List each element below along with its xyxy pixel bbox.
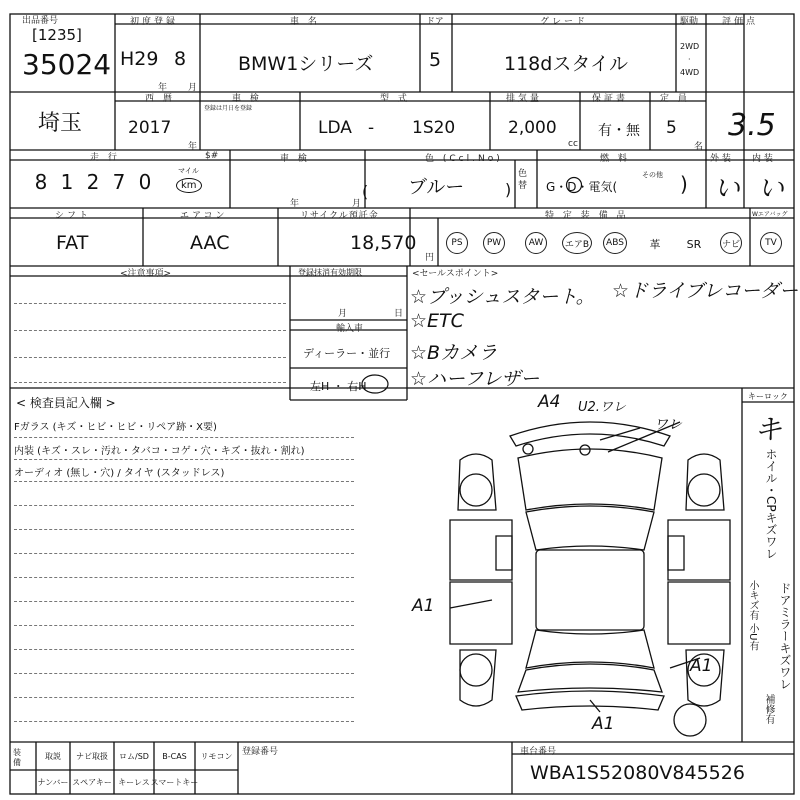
mileage-unit-km: km xyxy=(176,178,202,193)
mileage-digit: 7 xyxy=(112,170,126,194)
year-label: 西 暦 xyxy=(145,94,175,104)
model-code: 1S20 xyxy=(412,118,456,138)
bottom-cell: ナンバー xyxy=(37,777,69,787)
year-value: 2017 xyxy=(128,118,172,138)
first-reg-year: H29 xyxy=(120,48,159,70)
equip-ps: PS xyxy=(446,232,468,254)
steering-value: 左H ・ 右H xyxy=(310,380,367,393)
capacity-value: 5 xyxy=(666,118,677,138)
color-value: ブルー xyxy=(408,176,465,198)
damage-note: A1 xyxy=(412,596,435,616)
model-dash: - xyxy=(368,118,375,138)
car-name-label: 車 名 xyxy=(290,17,320,27)
car-diagram xyxy=(440,400,740,740)
sales-point: ☆Bカメラ xyxy=(410,342,498,364)
bottom-cell: スペアキー xyxy=(72,777,112,787)
key-label: キーロック xyxy=(748,392,788,401)
year-suffix: 年 xyxy=(158,83,168,93)
doors-value: 5 xyxy=(429,49,442,71)
color-change-label: 色替 xyxy=(518,169,528,191)
fuel-selected-circle xyxy=(565,176,583,194)
car-name: BMW1シリーズ xyxy=(238,53,374,75)
sales-point: ☆ドライブレコーダー xyxy=(612,280,799,302)
bottom-cell: スマートキー xyxy=(150,777,199,787)
damage-note: U2.ワレ xyxy=(578,400,626,415)
inspection-sub: 登録は月日を登録 xyxy=(204,105,253,112)
inspection-label: 車 検 xyxy=(232,94,262,104)
displacement-value: 2,000 xyxy=(508,118,557,138)
recycle-label: リサイクル預託金 xyxy=(300,211,379,221)
equip-pw: PW xyxy=(483,232,505,254)
doors-label: ドア xyxy=(426,17,444,27)
damage-note: A1 xyxy=(690,656,713,676)
damage-note: A4 xyxy=(538,392,561,412)
mileage-digit: 8 xyxy=(34,170,48,194)
month-suffix: 月 xyxy=(188,83,198,93)
bottom-cell: ロム/SD xyxy=(119,751,149,761)
seat-label: Wエアバッグ xyxy=(752,211,788,218)
import-label: 輸入車 xyxy=(336,324,364,334)
lot-number: 35024 xyxy=(22,48,112,81)
deadline-day: 日 xyxy=(394,309,404,319)
bottom-cell: 取説 xyxy=(45,751,61,761)
key-side-text-3: ドアミラーキズワレ xyxy=(778,582,792,690)
mileage-digit: 1 xyxy=(60,170,74,194)
equip-tv: TV xyxy=(760,232,782,254)
score-handwritten: 3.5 xyxy=(728,108,776,143)
inspection-sheet: 出品番号 [1235] 35024 初度登録 H29 8 年 月 車 名 BMW1シリーズ ドア 5 グレード 118dスタイル 駆動 2WD · 4WD 評価点 埼玉 西 暦 2017 年 車 検 登録は月日を登録 型 式 LDA - 1S20 排気量 2,000 cc 保証書 有・無 定 員 5 名 3.5 走 行 8 1 2 7 0 マイル km $# 車 検 年 月 ( 色 (Ccl.No) ブルー ) 色替 燃 料 G・D・電気( その他 ) 外 装 内 装 い い シフト FAT エアコン AAC リサイクル預託金 18,570 円 特 定 装 備 品 Wエアバッグ PS PW AW エアB ABS 革 SR ナビ TV <注意事項> 登録抹消有効期限 月 日 輸入車 ディーラー・並行 左H ・ 右H <セールスポイント> ☆プッシュスタート。 ☆ドライブレコーダー ☆ETC ☆Bカメラ ☆ハーフレザー < 検査員記入欄 > Fガラス (キズ・ヒビ・ヒビ・リペア跡・X要) 内装 (キズ・スレ・汚れ・タバコ・コゲ・穴・キズ・抜れ・割れ) オーディオ (無し・穴) / タイヤ (スタッドレス) A4 U2.ワレ ワレ A1 A1 A1 キーロック キ ホイル・CPキズワレ 小キズ有 小U有 ドアミラーキズワレ 補修有 装 備 取説 ナビ取扱 ロム/SD B-CAS リモコン ナンバー スペアキー キーレス スマートキー 登録番号 車台番号 WBA1S52080V845526 xyxy=(0,0,800,800)
bottom-cell: リモコン xyxy=(200,751,233,761)
key-side-text-4: 補修有 xyxy=(763,694,774,724)
sales-label: <セールスポイント> xyxy=(412,269,499,279)
inspector-line-interior: 内装 (キズ・スレ・汚れ・タバコ・コゲ・穴・キズ・抜れ・割れ) xyxy=(14,446,305,457)
inspector-title: < 検査員記入欄 > xyxy=(16,396,116,410)
sales-point: ☆プッシュスタート。 xyxy=(410,286,595,308)
recycle-amount: 18,570 xyxy=(350,232,417,254)
deadline-label: 登録抹消有効期限 xyxy=(298,268,362,277)
sales-point: ☆ハーフレザー xyxy=(410,368,540,390)
aircon-label: エアコン xyxy=(180,211,228,221)
shift-value: FAT xyxy=(56,232,89,254)
fuel-other: その他 xyxy=(642,171,663,179)
caution-label: <注意事項> xyxy=(120,269,172,279)
lot-sub: [1235] xyxy=(32,26,82,44)
steering-selected-circle xyxy=(360,372,390,396)
exterior-label: 外 装 xyxy=(710,154,731,164)
reg-label: 登録番号 xyxy=(242,747,279,757)
bottom-cell: B-CAS xyxy=(162,751,187,761)
person-suffix: 名 xyxy=(694,142,704,152)
dealer-value: ディーラー・並行 xyxy=(303,347,391,360)
mileage-digit: 2 xyxy=(86,170,100,194)
fuel-close: ) xyxy=(680,172,688,196)
fuel-label: 燃 料 xyxy=(600,154,630,164)
score-label: 評価点 xyxy=(722,17,759,27)
interior-label: 内 装 xyxy=(752,154,773,164)
warranty-value: 有・無 xyxy=(598,123,640,139)
model-prefix: LDA xyxy=(318,118,352,138)
equipment-label: 特 定 装 備 品 xyxy=(545,211,629,221)
warranty-label: 保証書 xyxy=(592,94,629,104)
mileage-label: 走 行 xyxy=(90,153,120,163)
mileage-unit-mile: マイル xyxy=(178,167,199,175)
displacement-label: 排気量 xyxy=(506,94,543,104)
key-mark: キ xyxy=(754,413,783,446)
fuel-options: G・D・電気( xyxy=(546,180,618,194)
yen-unit: 円 xyxy=(425,253,435,263)
first-reg-label: 初度登録 xyxy=(130,17,179,27)
chassis-number: WBA1S52080V845526 xyxy=(530,762,745,784)
interior-grade: い xyxy=(758,174,785,204)
drive-4wd: 4WD xyxy=(680,68,700,77)
bottom-cell: キーレス xyxy=(118,777,150,787)
bottom-cell: ナビ取扱 xyxy=(76,751,108,761)
capacity-label: 定 員 xyxy=(660,94,690,104)
mileage-digit: 0 xyxy=(138,170,152,194)
vehicle-check-label: 車 検 xyxy=(280,154,310,164)
check-label: $# xyxy=(205,151,219,161)
grade-value: 118dスタイル xyxy=(504,53,628,75)
grade-label: グレード xyxy=(540,17,589,27)
equip-sr: SR xyxy=(686,237,702,251)
lot-label: 出品番号 xyxy=(22,16,59,26)
cc-unit: cc xyxy=(568,139,578,149)
equip-aw: AW xyxy=(525,232,547,254)
inspector-line-audio: オーディオ (無し・穴) / タイヤ (スタッドレス) xyxy=(14,468,225,479)
damage-note: A1 xyxy=(592,714,615,734)
region: 埼玉 xyxy=(38,111,83,136)
year-suffix-3: 年 xyxy=(290,199,300,209)
deadline-month: 月 xyxy=(338,309,348,319)
mileage-digits xyxy=(28,170,158,194)
model-label: 型 式 xyxy=(380,94,410,104)
key-side-text: ホイル・CPキズワレ xyxy=(764,448,778,560)
exterior-grade: い xyxy=(714,174,741,204)
aircon-value: AAC xyxy=(190,232,230,254)
drive-2wd: 2WD xyxy=(680,42,700,51)
equip-navi: ナビ xyxy=(720,232,742,254)
sales-point: ☆ETC xyxy=(410,310,464,332)
drive-label: 駆動 xyxy=(680,17,699,27)
equip-airbag: エアB xyxy=(562,232,592,254)
damage-note: ワレ xyxy=(654,417,682,433)
first-reg-month: 8 xyxy=(174,48,187,70)
equip-abs: ABS xyxy=(603,232,627,254)
month-suffix-3: 月 xyxy=(352,199,362,209)
equip-leather: 革 xyxy=(649,238,661,251)
inspector-line-glass: Fガラス (キズ・ヒビ・ヒビ・リペア跡・X要) xyxy=(14,422,217,433)
key-side-text-2: 小キズ有 小U有 xyxy=(747,580,758,651)
year-suffix-2: 年 xyxy=(188,142,198,152)
shift-label: シフト xyxy=(55,211,92,221)
color-label: 色 (Ccl.No) xyxy=(425,154,503,164)
chassis-label: 車台番号 xyxy=(520,747,557,757)
